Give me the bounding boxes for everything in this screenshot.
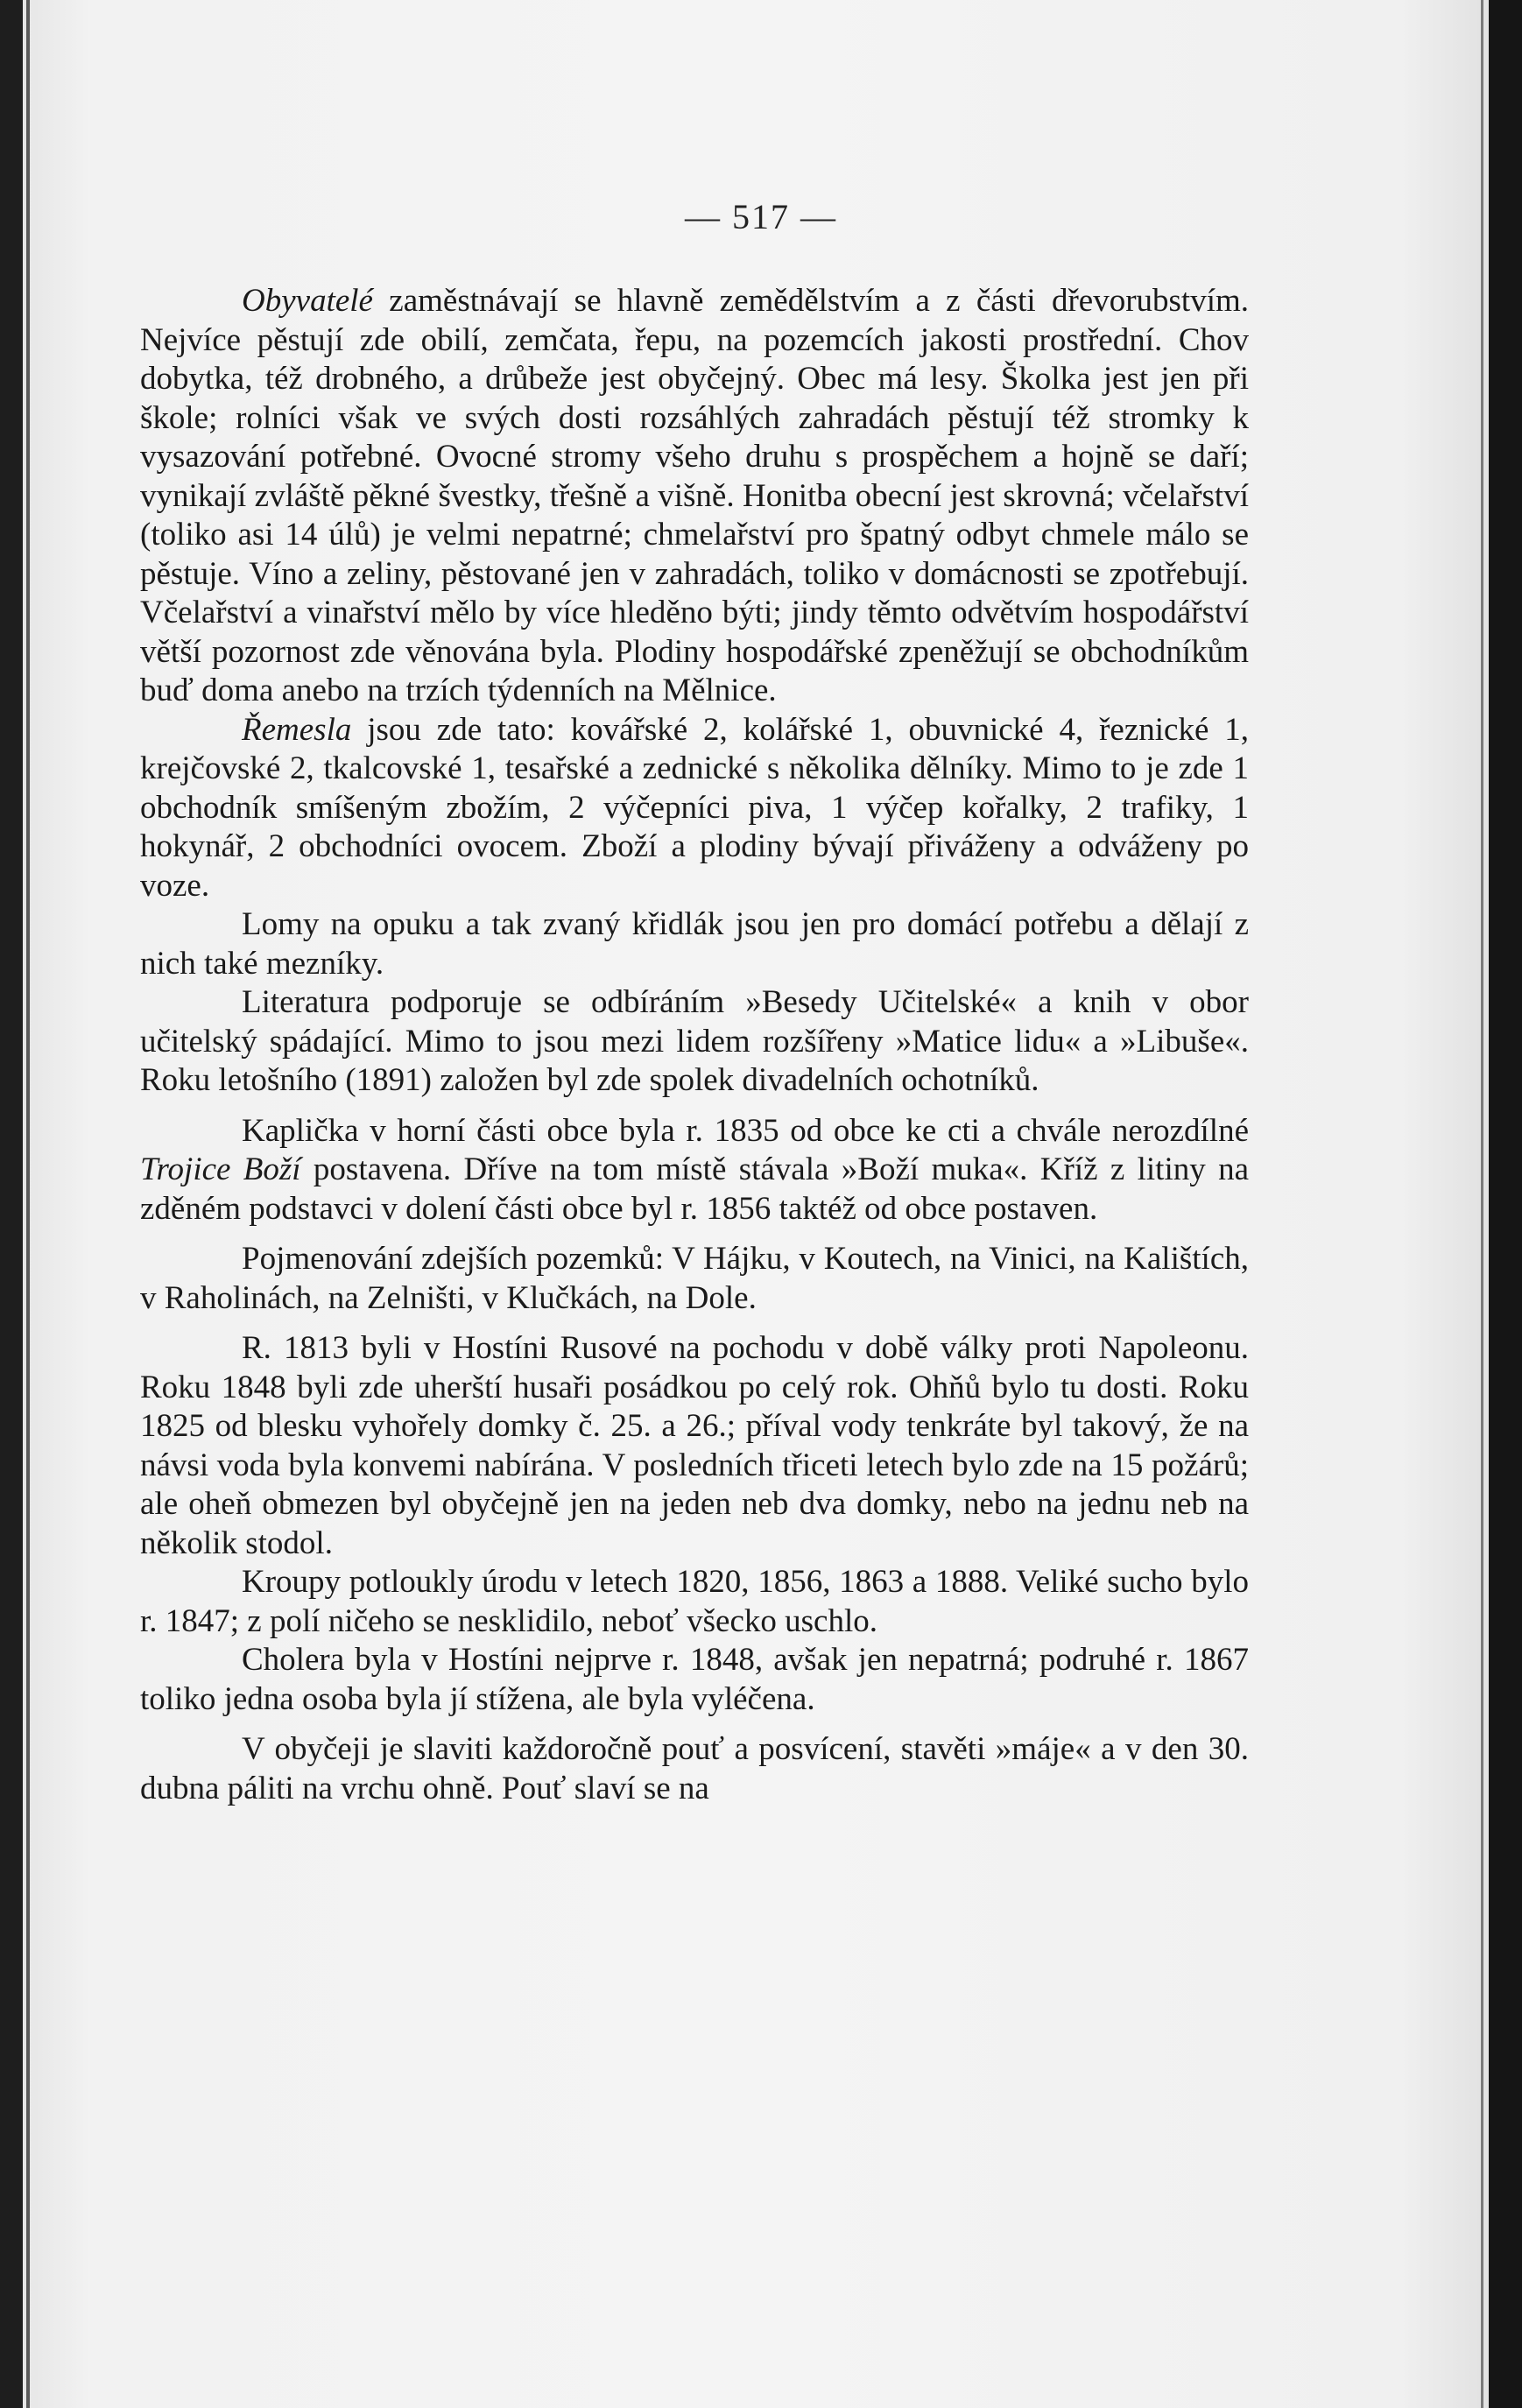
paragraph-italic: Trojice Boží bbox=[140, 1151, 301, 1187]
paragraph-lead: Řemesla bbox=[242, 711, 352, 748]
scan-left-edge bbox=[0, 0, 23, 2408]
paragraph-pojmenovani: Pojmenování zdejších pozemků: V Hájku, v Koutech, na Vinici, na Kalištích, v Raholinách, na Zelništi, v Klučkách, na Dole. bbox=[140, 1241, 1249, 1316]
paragraph-text: zaměstnávají se hlavně zemědělstvím a z části dřevorubstvím. Nejvíce pěstují zde obilí, zemčata, řepu, na pozemcích jakosti prostřední. Chov dobytka, též drobného, a drůbeže jest obyčejný. Obec má lesy. Školka jest jen při škole; rolníci však ve svých dosti rozsáhlých zahradách pěstují též stromky k vysazování potřebné. Ovocné stromy všeho druhu s prospěchem a hojně se daří; vynikají zvláště pěkné švestky, třešně a višně. Honitba obecní jest skrovná; včelařství (toliko asi 14 úlů) je velmi nepatrné; chmelařství pro špatný odbyt chmele málo se pěstuje. Víno a zeliny, pěstované jen v zahradách, toliko v domácnosti se zpotřebují. Včelařství a vinařství mělo by více hleděno býti; jindy těmto odvětvím hospodářství větší pozornost zde věnována byla. Plodiny hospodářské zpeněžují se obchodníkům buď doma anebo na trzích týdenních na Mělnice. bbox=[140, 283, 1249, 708]
scan-right-fold bbox=[1481, 0, 1483, 2408]
paragraph-literatura: Literatura podporuje se odbíráním »Besedy Učitelské« a knih v obor učitelský spádající. Mimo to jsou mezi lidem rozšířeny »Matice lidu« a »Libuše«. Roku letošního (1891) založen byl zde spolek divadelních ochotníků. bbox=[140, 984, 1249, 1098]
body-text bbox=[140, 282, 1249, 1808]
paragraph-kroupy: Kroupy potloukly úrodu v letech 1820, 1856, 1863 a 1888. Veliké sucho bylo r. 1847; z polí ničeho se nesklidilo, neboť všecko uschlo. bbox=[140, 1564, 1249, 1639]
paragraph-text: jsou zde tato: kovářské 2, kolářské 1, obuvnické 4, řeznické 1, krejčovské 2, tkalcovské 1, tesařské a zednické s několika dělníky. Mimo to je zde 1 obchodník smíšeným zbožím, 2 výčepníci piva, 1 výčep kořalky, 2 trafiky, 1 hokynář, 2 obchodníci ovocem. Zboží a plodiny bývají přiváženy a odváženy po voze. bbox=[140, 711, 1249, 904]
paragraph-remesla bbox=[140, 711, 1249, 906]
paragraph-kaplicka bbox=[140, 1112, 1249, 1229]
paragraph-text: Kaplička v horní části obce byla r. 1835 od obce ke cti a chvále nerozdílné bbox=[242, 1112, 1249, 1149]
page-number: — 517 — bbox=[685, 197, 837, 236]
paragraph-obyvatele bbox=[140, 282, 1249, 711]
paragraph-lomy: Lomy na opuku a tak zvaný křidlák jsou jen pro domácí potřebu a dělají z nich také mezníky. bbox=[140, 906, 1249, 982]
paragraph-lead: Obyvatelé bbox=[242, 283, 373, 319]
scan-right-edge bbox=[1489, 0, 1522, 2408]
scan-left-fold bbox=[26, 0, 30, 2408]
paragraph-cholera: Cholera byla v Hostíni nejprve r. 1848, avšak jen nepatrná; podruhé r. 1867 toliko jedna osoba byla jí stížena, ale byla vyléčena. bbox=[140, 1642, 1249, 1717]
paragraph-text: postavena. Dříve na tom místě stávala »Boží muka«. Kříž z litiny na zděném podstavci v dolení části obce byl r. 1856 taktéž od obce postaven. bbox=[140, 1151, 1249, 1227]
paragraph-historie: R. 1813 byli v Hostíni Rusové na pochodu v době války proti Napoleonu. Roku 1848 byli zde uherští husaři posádkou po celý rok. Ohňů bylo tu dosti. Roku 1825 od blesku vyhořely domky č. 25. a 26.; příval vody tenkráte byl takový, že na návsi voda byla konvemi nabírána. V posledních třiceti letech bylo zde na 15 požárů; ale oheň obmezen byl obyčejně jen na jeden neb dva domky, nebo na jednu neb na několik stodol. bbox=[140, 1330, 1249, 1561]
paragraph-obyceje: V obyčeji je slaviti každoročně pouť a posvícení, stavěti »máje« a v den 30. dubna páliti na vrchu ohně. Pouť slaví se na bbox=[140, 1731, 1249, 1806]
